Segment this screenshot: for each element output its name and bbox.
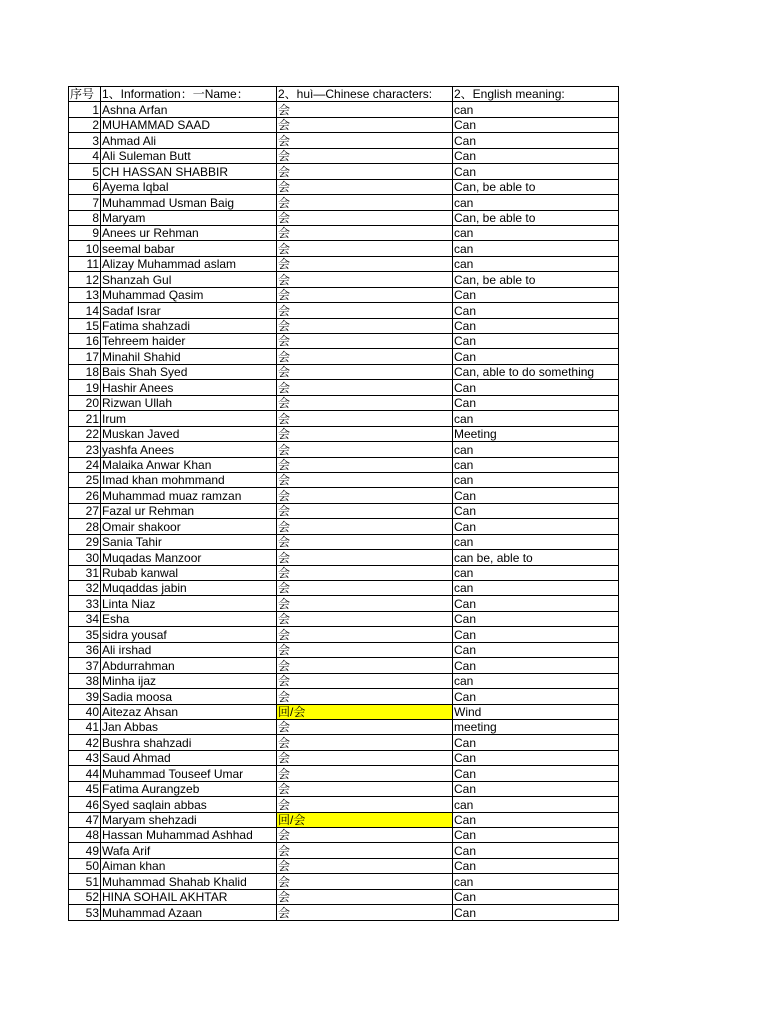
row-name: Maryam shehzadi: [101, 812, 277, 827]
row-english-meaning: meeting: [453, 719, 619, 734]
table-row: [69, 225, 619, 240]
row-english-meaning: Can: [453, 133, 619, 148]
row-name: Aiman khan: [101, 858, 277, 873]
row-english-meaning: can: [453, 195, 619, 210]
table-row: [69, 812, 619, 827]
row-chinese-character: 会: [277, 673, 453, 688]
table-row: [69, 673, 619, 688]
table-row: [69, 426, 619, 441]
row-index: 37: [69, 658, 101, 673]
row-name: Muhammad Azaan: [101, 905, 277, 920]
table-row: [69, 797, 619, 812]
row-chinese-character: 会: [277, 781, 453, 796]
row-english-meaning: Can: [453, 658, 619, 673]
row-chinese-character: 回/会: [277, 812, 453, 827]
table-row: [69, 581, 619, 596]
row-english-meaning: can: [453, 457, 619, 472]
row-english-meaning: Can: [453, 148, 619, 163]
row-index: 22: [69, 426, 101, 441]
row-name: Rizwan Ullah: [101, 395, 277, 410]
table-row: [69, 719, 619, 734]
row-english-meaning: Can: [453, 642, 619, 657]
row-chinese-character: 会: [277, 364, 453, 379]
table-row: [69, 843, 619, 858]
row-index: 35: [69, 627, 101, 642]
row-chinese-character: 会: [277, 905, 453, 920]
row-english-meaning: Can, be able to: [453, 210, 619, 225]
row-chinese-character: 会: [277, 102, 453, 117]
row-index: 13: [69, 287, 101, 302]
row-index: 32: [69, 581, 101, 596]
row-chinese-character: 会: [277, 349, 453, 364]
row-english-meaning: can: [453, 581, 619, 596]
row-english-meaning: Can, be able to: [453, 179, 619, 194]
row-index: 9: [69, 225, 101, 240]
row-index: 48: [69, 828, 101, 843]
table-row: [69, 411, 619, 426]
row-chinese-character: 会: [277, 874, 453, 889]
row-index: 44: [69, 766, 101, 781]
row-english-meaning: can: [453, 442, 619, 457]
row-index: 40: [69, 704, 101, 719]
row-name: sidra yousaf: [101, 627, 277, 642]
row-index: 43: [69, 750, 101, 765]
row-english-meaning: Can: [453, 349, 619, 364]
row-index: 29: [69, 534, 101, 549]
table-row: [69, 596, 619, 611]
row-english-meaning: Can: [453, 611, 619, 626]
table-row: [69, 735, 619, 750]
row-index: 39: [69, 689, 101, 704]
row-name: Esha: [101, 611, 277, 626]
row-name: Alizay Muhammad aslam: [101, 256, 277, 271]
row-index: 4: [69, 148, 101, 163]
row-name: Jan Abbas: [101, 719, 277, 734]
table-row: [69, 472, 619, 487]
table-row: [69, 565, 619, 580]
row-name: Ashna Arfan: [101, 102, 277, 117]
row-index: 1: [69, 102, 101, 117]
row-english-meaning: can: [453, 411, 619, 426]
row-name: Fatima shahzadi: [101, 318, 277, 333]
row-name: Aitezaz Ahsan: [101, 704, 277, 719]
row-english-meaning: can: [453, 534, 619, 549]
row-index: 20: [69, 395, 101, 410]
row-chinese-character: 会: [277, 658, 453, 673]
row-chinese-character: 会: [277, 287, 453, 302]
row-english-meaning: can: [453, 225, 619, 240]
row-english-meaning: can: [453, 565, 619, 580]
row-index: 11: [69, 256, 101, 271]
row-name: Malaika Anwar Khan: [101, 457, 277, 472]
row-chinese-character: 会: [277, 611, 453, 626]
table-row: [69, 102, 619, 117]
table-row: [69, 828, 619, 843]
table-row: [69, 457, 619, 472]
row-name: Fazal ur Rehman: [101, 503, 277, 518]
row-name: Abdurrahman: [101, 658, 277, 673]
table-row: [69, 550, 619, 565]
row-index: 34: [69, 611, 101, 626]
row-name: Rubab kanwal: [101, 565, 277, 580]
row-name: Minahil Shahid: [101, 349, 277, 364]
row-chinese-character: 会: [277, 627, 453, 642]
row-name: Sadia moosa: [101, 689, 277, 704]
row-chinese-character: 会: [277, 472, 453, 487]
table-row: [69, 364, 619, 379]
row-chinese-character: 会: [277, 581, 453, 596]
row-chinese-character: 会: [277, 828, 453, 843]
row-name: Bais Shah Syed: [101, 364, 277, 379]
table-row: [69, 874, 619, 889]
table-row: [69, 272, 619, 287]
row-english-meaning: Can: [453, 735, 619, 750]
row-index: 26: [69, 488, 101, 503]
row-chinese-character: 会: [277, 750, 453, 765]
row-english-meaning: Can: [453, 627, 619, 642]
row-index: 47: [69, 812, 101, 827]
row-chinese-character: 会: [277, 133, 453, 148]
row-name: MUHAMMAD SAAD: [101, 117, 277, 132]
table-row: [69, 303, 619, 318]
row-name: Wafa Arif: [101, 843, 277, 858]
row-name: Syed saqlain abbas: [101, 797, 277, 812]
table-row: [69, 905, 619, 920]
row-chinese-character: 会: [277, 689, 453, 704]
row-name: Hassan Muhammad Ashhad: [101, 828, 277, 843]
table-row: [69, 179, 619, 194]
row-index: 10: [69, 241, 101, 256]
row-english-meaning: Meeting: [453, 426, 619, 441]
row-chinese-character: 会: [277, 719, 453, 734]
row-chinese-character: 会: [277, 303, 453, 318]
table-row: [69, 889, 619, 904]
row-name: Hashir Anees: [101, 380, 277, 395]
table-row: [69, 503, 619, 518]
table-row: [69, 133, 619, 148]
row-chinese-character: 会: [277, 735, 453, 750]
row-index: 15: [69, 318, 101, 333]
row-english-meaning: can: [453, 874, 619, 889]
row-english-meaning: Can: [453, 287, 619, 302]
row-index: 24: [69, 457, 101, 472]
table-row: [69, 858, 619, 873]
row-chinese-character: 会: [277, 766, 453, 781]
row-english-meaning: Can: [453, 395, 619, 410]
row-index: 53: [69, 905, 101, 920]
row-chinese-character: 会: [277, 642, 453, 657]
row-english-meaning: Can: [453, 858, 619, 873]
row-english-meaning: Can: [453, 905, 619, 920]
row-chinese-character: 会: [277, 843, 453, 858]
header-chinese-character: 2、huì—Chinese characters:: [277, 87, 453, 102]
row-index: 7: [69, 195, 101, 210]
row-english-meaning: Can, be able to: [453, 272, 619, 287]
row-name: Omair shakoor: [101, 519, 277, 534]
table-row: [69, 334, 619, 349]
row-english-meaning: Can: [453, 889, 619, 904]
row-index: 42: [69, 735, 101, 750]
row-chinese-character: 会: [277, 442, 453, 457]
row-english-meaning: Can: [453, 781, 619, 796]
row-name: Minha ijaz: [101, 673, 277, 688]
row-chinese-character: 会: [277, 148, 453, 163]
row-index: 46: [69, 797, 101, 812]
table-row: [69, 380, 619, 395]
row-english-meaning: Can: [453, 318, 619, 333]
table-row: [69, 395, 619, 410]
row-english-meaning: Can: [453, 750, 619, 765]
row-chinese-character: 会: [277, 457, 453, 472]
row-index: 12: [69, 272, 101, 287]
row-name: CH HASSAN SHABBIR: [101, 164, 277, 179]
header-name: 1、Information：一Name：: [101, 87, 277, 102]
row-english-meaning: Can: [453, 380, 619, 395]
table-row: [69, 750, 619, 765]
row-english-meaning: Can: [453, 164, 619, 179]
table-row: [69, 642, 619, 657]
row-name: Imad khan mohmmand: [101, 472, 277, 487]
row-name: Muhammad Qasim: [101, 287, 277, 302]
row-index: 52: [69, 889, 101, 904]
table-row: [69, 689, 619, 704]
table-row: [69, 256, 619, 271]
row-index: 17: [69, 349, 101, 364]
row-english-meaning: Can: [453, 519, 619, 534]
row-name: Bushra shahzadi: [101, 735, 277, 750]
row-name: Muhammad Shahab Khalid: [101, 874, 277, 889]
row-name: Ahmad Ali: [101, 133, 277, 148]
row-chinese-character: 会: [277, 164, 453, 179]
table-row: [69, 534, 619, 549]
row-index: 50: [69, 858, 101, 873]
row-chinese-character: 会: [277, 256, 453, 271]
table-row: [69, 287, 619, 302]
row-chinese-character: 会: [277, 411, 453, 426]
row-index: 19: [69, 380, 101, 395]
row-chinese-character: 会: [277, 889, 453, 904]
row-name: Saud Ahmad: [101, 750, 277, 765]
row-chinese-character: 会: [277, 272, 453, 287]
row-name: Muqaddas jabin: [101, 581, 277, 596]
row-chinese-character: 会: [277, 488, 453, 503]
row-chinese-character: 会: [277, 550, 453, 565]
row-name: Linta Niaz: [101, 596, 277, 611]
table-row: [69, 611, 619, 626]
row-name: Muhammad muaz ramzan: [101, 488, 277, 503]
row-chinese-character: 回/会: [277, 704, 453, 719]
row-name: Sadaf Israr: [101, 303, 277, 318]
row-index: 6: [69, 179, 101, 194]
row-chinese-character: 会: [277, 241, 453, 256]
row-english-meaning: can: [453, 241, 619, 256]
table-row: [69, 210, 619, 225]
row-chinese-character: 会: [277, 503, 453, 518]
row-chinese-character: 会: [277, 225, 453, 240]
row-index: 3: [69, 133, 101, 148]
row-index: 36: [69, 642, 101, 657]
row-english-meaning: Can: [453, 303, 619, 318]
row-index: 2: [69, 117, 101, 132]
row-english-meaning: can: [453, 102, 619, 117]
row-index: 18: [69, 364, 101, 379]
table-row: [69, 164, 619, 179]
row-chinese-character: 会: [277, 858, 453, 873]
table-body: [69, 102, 619, 920]
row-chinese-character: 会: [277, 179, 453, 194]
row-english-meaning: Wind: [453, 704, 619, 719]
row-index: 28: [69, 519, 101, 534]
row-index: 25: [69, 472, 101, 487]
row-index: 49: [69, 843, 101, 858]
table-row: [69, 658, 619, 673]
table-row: [69, 442, 619, 457]
row-index: 14: [69, 303, 101, 318]
row-chinese-character: 会: [277, 195, 453, 210]
row-english-meaning: can: [453, 472, 619, 487]
row-name: Muqadas Manzoor: [101, 550, 277, 565]
table-row: [69, 766, 619, 781]
row-index: 31: [69, 565, 101, 580]
row-index: 27: [69, 503, 101, 518]
row-english-meaning: Can: [453, 334, 619, 349]
row-index: 33: [69, 596, 101, 611]
row-chinese-character: 会: [277, 210, 453, 225]
row-name: Sania Tahir: [101, 534, 277, 549]
table-row: [69, 148, 619, 163]
row-english-meaning: Can: [453, 503, 619, 518]
row-name: Shanzah Gul: [101, 272, 277, 287]
row-name: Muskan Javed: [101, 426, 277, 441]
table-row: [69, 195, 619, 210]
row-name: Muhammad Usman Baig: [101, 195, 277, 210]
row-chinese-character: 会: [277, 318, 453, 333]
row-english-meaning: can: [453, 797, 619, 812]
row-name: Anees ur Rehman: [101, 225, 277, 240]
table-row: [69, 519, 619, 534]
row-name: yashfa Anees: [101, 442, 277, 457]
row-name: Ayema Iqbal: [101, 179, 277, 194]
table-row: [69, 781, 619, 796]
row-index: 23: [69, 442, 101, 457]
row-english-meaning: Can: [453, 766, 619, 781]
row-chinese-character: 会: [277, 334, 453, 349]
row-index: 5: [69, 164, 101, 179]
row-english-meaning: Can: [453, 117, 619, 132]
row-english-meaning: Can: [453, 812, 619, 827]
row-name: Muhammad Touseef Umar: [101, 766, 277, 781]
row-chinese-character: 会: [277, 380, 453, 395]
table-row: [69, 318, 619, 333]
row-chinese-character: 会: [277, 395, 453, 410]
row-index: 8: [69, 210, 101, 225]
row-chinese-character: 会: [277, 596, 453, 611]
row-english-meaning: can: [453, 673, 619, 688]
table-row: [69, 627, 619, 642]
table-row: [69, 241, 619, 256]
header-row: [69, 87, 619, 102]
row-index: 30: [69, 550, 101, 565]
row-index: 51: [69, 874, 101, 889]
row-english-meaning: Can: [453, 488, 619, 503]
row-english-meaning: Can: [453, 689, 619, 704]
row-index: 16: [69, 334, 101, 349]
table-row: [69, 349, 619, 364]
row-english-meaning: Can: [453, 596, 619, 611]
table-row: [69, 488, 619, 503]
row-name: Maryam: [101, 210, 277, 225]
student-table: [68, 86, 619, 921]
row-chinese-character: 会: [277, 534, 453, 549]
row-index: 38: [69, 673, 101, 688]
row-chinese-character: 会: [277, 565, 453, 580]
row-english-meaning: Can, able to do something: [453, 364, 619, 379]
row-english-meaning: can: [453, 256, 619, 271]
row-chinese-character: 会: [277, 519, 453, 534]
header-index: 序号: [69, 87, 101, 102]
row-name: Ali irshad: [101, 642, 277, 657]
row-name: Irum: [101, 411, 277, 426]
row-name: seemal babar: [101, 241, 277, 256]
header-english-meaning: 2、English meaning:: [453, 87, 619, 102]
row-name: Fatima Aurangzeb: [101, 781, 277, 796]
table-row: [69, 704, 619, 719]
row-chinese-character: 会: [277, 117, 453, 132]
row-english-meaning: Can: [453, 843, 619, 858]
row-name: Ali Suleman Butt: [101, 148, 277, 163]
row-name: Tehreem haider: [101, 334, 277, 349]
row-index: 41: [69, 719, 101, 734]
row-name: HINA SOHAIL AKHTAR: [101, 889, 277, 904]
row-chinese-character: 会: [277, 426, 453, 441]
row-index: 21: [69, 411, 101, 426]
table-row: [69, 117, 619, 132]
row-index: 45: [69, 781, 101, 796]
row-english-meaning: Can: [453, 828, 619, 843]
row-chinese-character: 会: [277, 797, 453, 812]
row-english-meaning: can be, able to: [453, 550, 619, 565]
